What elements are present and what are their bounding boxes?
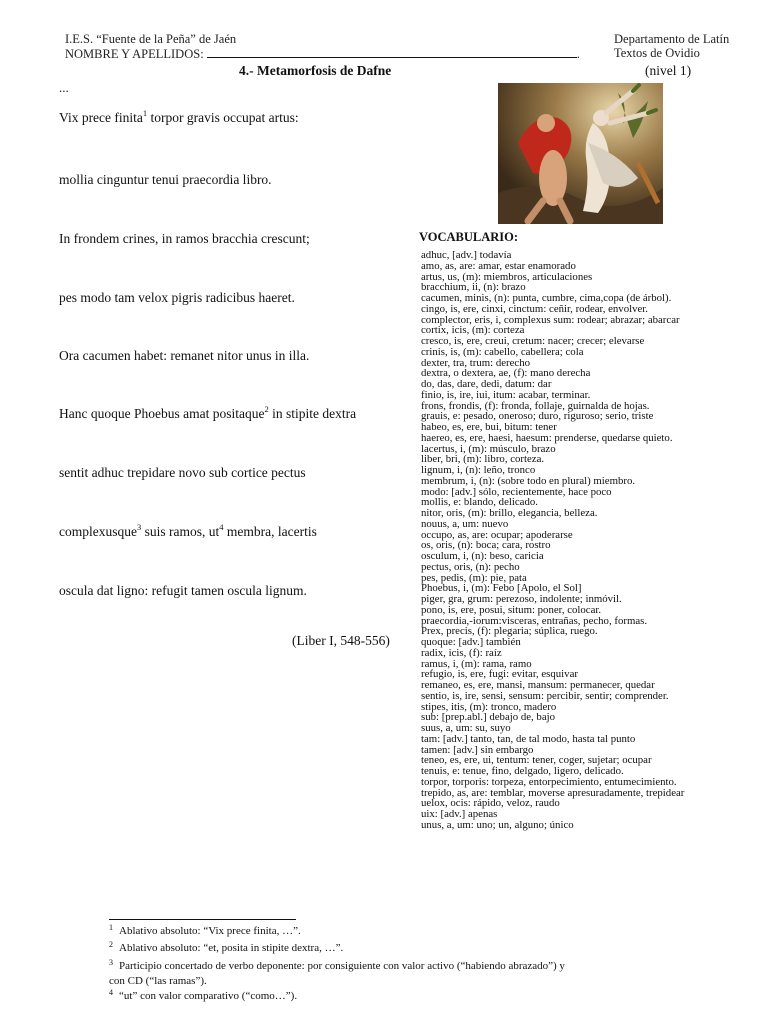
vocab-entry: refugio, is, ere, fugi: evitar, esquivar — [421, 668, 578, 681]
footnote-rule — [109, 919, 296, 920]
vocab-entry: modo: [adv.] sólo, recientemente, hace poco — [421, 485, 612, 498]
vocab-entry: do, das, dare, dedi, datum: dar — [421, 378, 552, 390]
vocab-entry: dextra, o dextera, ae, (f): mano derecha — [421, 367, 591, 380]
vocab-entry: stipes, itis, (m): tronco, madero — [421, 700, 557, 713]
vocab-entry: sub: [prep.abl.] debajo de, bajo — [421, 711, 556, 724]
vocab-entry: ramus, i, (m): rama, ramo — [421, 657, 532, 670]
vocab-entry: torpor, torporis: torpeza, entorpecimiento, entumecimiento. — [421, 775, 677, 788]
apollo-daphne-painting — [498, 83, 663, 224]
vocab-entry: suus, a, um: su, suyo — [421, 722, 511, 734]
vocab-entry: uix: [adv.] apenas — [421, 808, 498, 820]
vocab-entry: trepido, as, are: temblar, moverse apresuradamente, trepidear — [421, 786, 685, 799]
vocab-entry: radix, icis, (f): raíz — [421, 646, 502, 659]
vocab-entry: haereo, es, ere, haesi, haesum: prenderse, quedarse quieto. — [421, 431, 673, 444]
vocab-entry: osculum, i, (n): beso, caricia — [421, 550, 544, 562]
footnote-ref-3: 3 — [136, 522, 142, 532]
vocab-entry: artus, us, (m): miembros, articulaciones — [421, 270, 593, 283]
footnote-3: $^3$ Participio concertado de verbo deponente: por consiguiente con valor activo (“habiendo abrazado”) y — [109, 958, 565, 972]
vocab-entry: sentio, is, ire, sensi, sensum: percibir, sentir; comprender. — [421, 689, 669, 702]
name-label: NOMBRE Y APELLIDOS: — [65, 47, 204, 61]
page-title: 4.- Metamorfosis de Dafne — [239, 63, 392, 78]
vocab-entry: cortix, icis, (m): corteza — [421, 324, 525, 337]
painting-illustration — [498, 83, 663, 224]
verse-line-7: sentit adhuc trepidare novo sub cortice pectus — [59, 465, 306, 480]
name-field-line — [65, 46, 580, 62]
vocab-entry: Phoebus, i, (m): Febo [Apolo, el Sol] — [421, 582, 582, 595]
department-name: Departamento de Latín — [614, 32, 730, 46]
vocab-entry: unus, a, um: uno; un, alguno; único — [421, 818, 574, 831]
vocab-entry: bracchium, ii, (n): brazo — [421, 281, 526, 294]
footnote-ref-1: 1 — [142, 108, 148, 118]
vocab-entry: liber, bri, (m): libro, corteza. — [421, 453, 545, 466]
vocab-entry: lignum, i, (n): leño, tronco — [421, 464, 536, 476]
vocab-entry: os, oris, (n): boca; cara, rostro — [421, 539, 551, 552]
vocab-entry: adhuc, [adv.] todavía — [421, 249, 512, 261]
vocab-entry: pectus, oris, (n): pecho — [421, 560, 520, 573]
footnote-4: $^4$ “ut” con valor comparativo (“como…”). — [109, 988, 298, 1002]
vocab-entry: nouus, a, um: nuevo — [421, 517, 509, 530]
vocab-entry: habeo, es, ere, bui, bitum: tener — [421, 421, 557, 433]
footnote-ref-4: 4 — [219, 522, 224, 532]
verse-line-3: In frondem crines, in ramos bracchia crescunt; — [59, 231, 310, 246]
vocab-entry: pono, is, ere, posui, situm: poner, colocar. — [421, 603, 602, 616]
ellipsis: ... — [59, 80, 69, 95]
school-name: I.E.S. “Fuente de la Peña” de Jaén — [65, 32, 237, 46]
vocab-entry: praecordia,-iorum:visceras, entrañas, pecho, formas. — [421, 614, 648, 627]
vocab-entry: Prex, precis, (f): plegaria; súplica, ruego. — [421, 625, 598, 638]
vocab-entry: pes, pedis, (m): pie, pata — [421, 571, 527, 584]
vocab-entry: piger, gra, grum: perezoso, indolente; inmóvil. — [421, 593, 622, 605]
vocab-entry: grauis, e: pesado, oneroso; duro, riguroso; serio, triste — [421, 410, 654, 423]
verse-line-4: pes modo tam velox pigris radicibus haeret. — [59, 290, 295, 305]
vocab-entry: membrum, i, (n): (sobre todo en plural) miembro. — [421, 474, 636, 487]
vocab-entry: occupo, as, are: ocupar; apoderarse — [421, 528, 573, 541]
verse-line-6: Hanc quoque Phoebus amat positaque$^2$ in stipite dextra — [59, 404, 357, 421]
vocab-entry: teneo, es, ere, ui, tentum: tener, coger, sujetar; ocupar — [421, 754, 652, 767]
verse-line-5: Ora cacumen habet: remanet nitor unus in illa. — [59, 348, 310, 363]
verse-line-8: complexusque$^3$ suis ramos, $ut^4$ membra, lacertis — [59, 522, 317, 539]
footnote-ref-2: 2 — [264, 404, 269, 414]
vocab-entry: cresco, is, ere, creui, cretum: nacer; crecer; elevarse — [421, 335, 645, 347]
vocab-entry: remaneo, es, ere, mansi, mansum: permanecer, quedar — [421, 679, 655, 691]
name-blank — [207, 46, 577, 58]
vocab-entry: amo, as, are: amar, estar enamorado — [421, 259, 576, 272]
vocab-entry: tamen: [adv.] sin embargo — [421, 743, 534, 756]
vocab-entry: complector, eris, i, complexus sum: rodear; abrazar; abarcar — [421, 313, 680, 326]
footnote-3-cont: con CD (“las ramas”). — [109, 975, 207, 987]
vocab-entry: dexter, tra, trum: derecho — [421, 356, 530, 369]
verse-line-9: oscula dat ligno: refugit tamen oscula lignum. — [59, 583, 307, 598]
vocab-entry: finio, is, ire, iui, itum: acabar, terminar. — [421, 388, 591, 401]
vocab-entry: tam: [adv.] tanto, tan, de tal modo, hasta tal punto — [421, 732, 636, 745]
source-citation: (Liber I, 548-556) — [292, 633, 390, 648]
vocab-entry: lacertus, i, (m): músculo, brazo — [421, 442, 556, 455]
vocab-entry: frons, frondis, (f): fronda, follaje, guirnalda de hojas. — [421, 399, 650, 412]
name-tail: . — [576, 47, 580, 61]
footnote-1: $^1$ Ablativo absoluto: “Vix prece finita, …”. — [109, 923, 301, 937]
footnote-2: $^2$ Ablativo absoluto: “et, posita in stipite dextra, …”. — [109, 940, 344, 954]
vocab-entry: cacumen, minis, (n): punta, cumbre, cima,copa (de árbol). — [421, 292, 672, 304]
vocab-entry: tenuis, e: tenue, fino, delgado, ligero, delicado. — [421, 765, 624, 777]
level-label: (nivel 1) — [645, 63, 692, 78]
vocab-entry: quoque: [adv.] también — [421, 636, 521, 648]
vocab-entry: cingo, is, ere, cinxi, cinctum: ceñir, rodear, envolver. — [421, 302, 648, 315]
verse-line-2: mollia cinguntur tenui praecordia libro. — [59, 172, 272, 187]
subject-name: Textos de Ovidio — [614, 46, 700, 60]
vocab-entry: crinis, is, (m): cabello, cabellera; cola — [421, 345, 584, 358]
vocab-entry: nitor, oris, (m): brillo, elegancia, belleza. — [421, 507, 598, 519]
vocab-list — [421, 250, 751, 831]
vocab-title: VOCABULARIO: — [419, 230, 519, 244]
vocab-entry: mollis, e: blando, delicado. — [421, 496, 538, 509]
vocab-entry: uelox, ocis: rápido, veloz, raudo — [421, 797, 560, 810]
verse-line-1: Vix prece finita$^1$ torpor gravis occupat artus: — [59, 108, 299, 125]
